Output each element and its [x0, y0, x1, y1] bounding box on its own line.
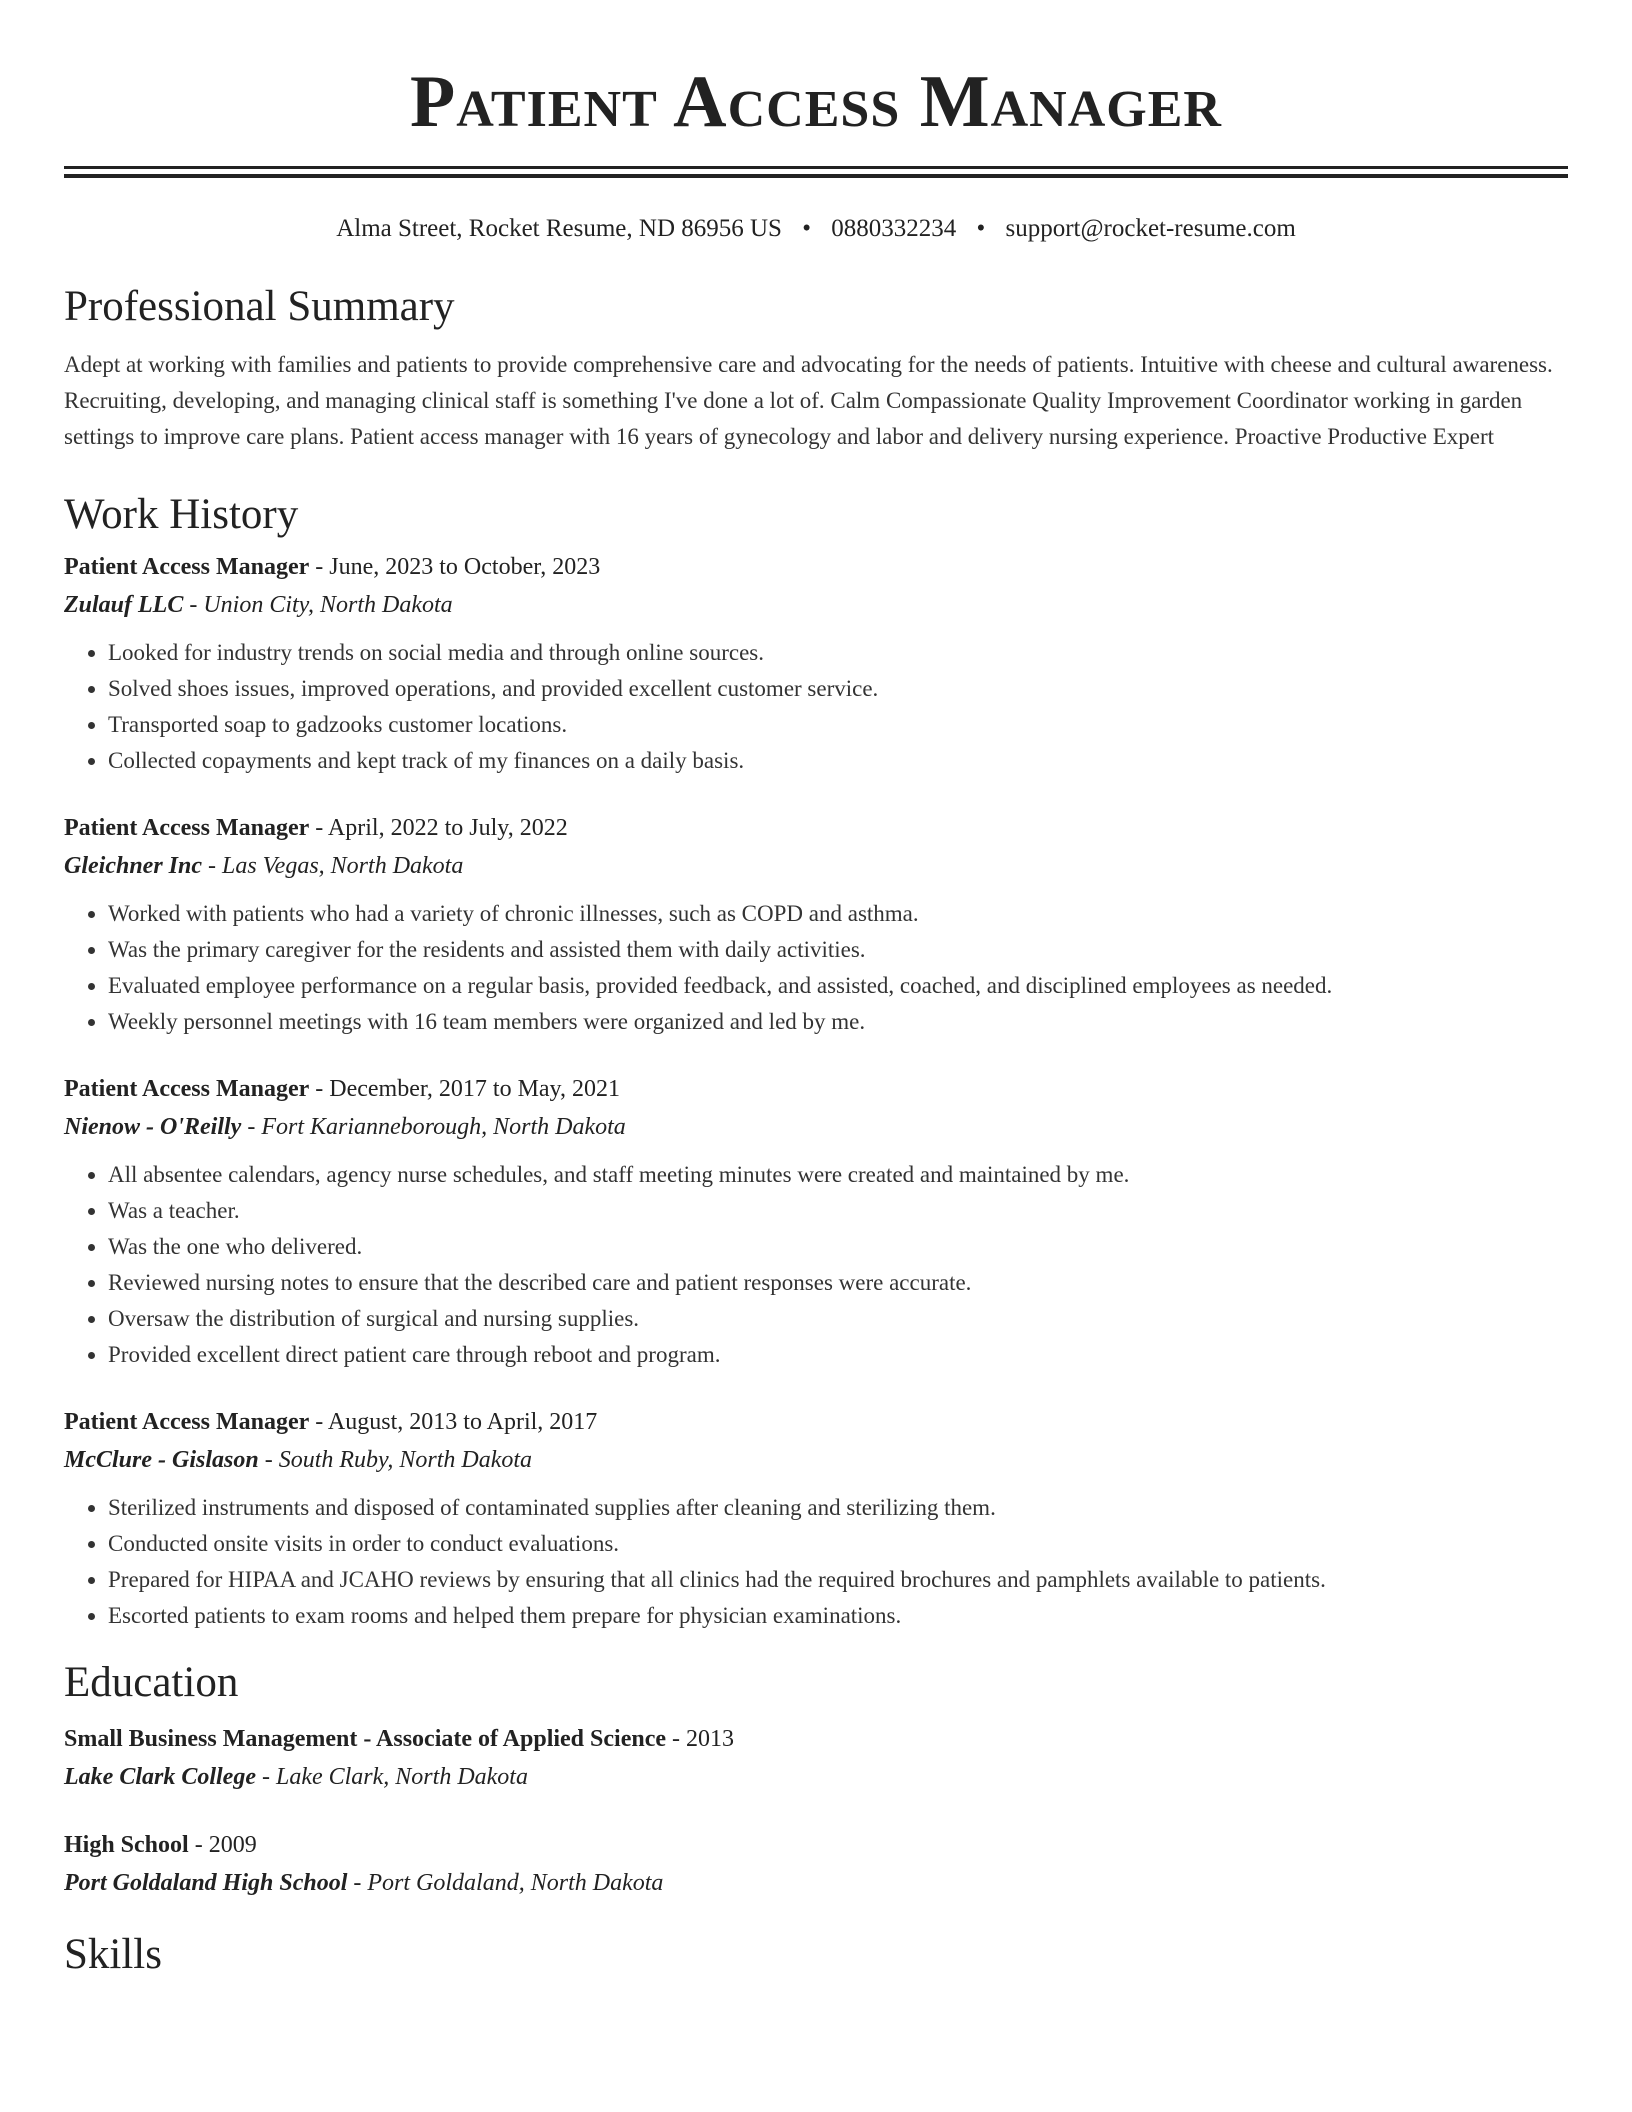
- education-entry: [64, 1826, 1568, 1902]
- list-item: • Sterilized instruments and disposed of contaminated supplies after cleaning and sterilizing them.: [108, 1490, 1568, 1526]
- job-title-line: [64, 1403, 1568, 1441]
- employer-location: - Union City, North Dakota: [183, 592, 453, 618]
- job-entry: [64, 548, 1568, 779]
- degree-name: Small Business Management - Associate of Applied Science: [64, 1726, 667, 1752]
- graduation-year: - 2013: [666, 1726, 735, 1752]
- employer-line: [64, 1108, 1568, 1146]
- list-item: • Provided excellent direct patient care through reboot and program.: [108, 1337, 1568, 1373]
- employer-name: Nienow - O'Reilly: [64, 1114, 242, 1140]
- list-item: • Collected copayments and kept track of my finances on a daily basis.: [108, 743, 1568, 779]
- job-entry: [64, 1070, 1568, 1373]
- list-item: • Was the one who delivered.: [108, 1229, 1568, 1265]
- contact-separator: •: [976, 215, 986, 242]
- title-divider-bottom: [64, 174, 1568, 178]
- job-dates: - April, 2022 to July, 2022: [309, 815, 568, 841]
- list-item: • Looked for industry trends on social media and through online sources.: [108, 635, 1568, 671]
- job-title-line: [64, 809, 1568, 847]
- summary-text: Adept at working with families and patients to provide comprehensive care and advocating for the needs of patients. Intuitive with cheese and cultural awareness. Recruiting, developing, and managing clinical staff is something I've done a lot of. Calm Compassionate Quality Improvement Coordinator working in garden settings to improve care plans. Patient access manager with 16 years of gynecology and labor and delivery nursing experience. Proactive Productive Expert: [64, 352, 1553, 449]
- job-dates: - August, 2013 to April, 2017: [309, 1409, 598, 1435]
- employer-line: [64, 1441, 1568, 1479]
- school-location: - Port Goldaland, North Dakota: [347, 1870, 664, 1896]
- school-name: Lake Clark College: [64, 1764, 256, 1790]
- summary-heading: Professional Summary: [64, 283, 455, 330]
- job-dates: - December, 2017 to May, 2021: [309, 1076, 620, 1102]
- list-item: • Conducted onsite visits in order to conduct evaluations.: [108, 1526, 1568, 1562]
- list-item: • Oversaw the distribution of surgical and nursing supplies.: [108, 1301, 1568, 1337]
- list-item: • Transported soap to gadzooks customer locations.: [108, 707, 1568, 743]
- degree-line: [64, 1826, 1568, 1864]
- list-item: • Was the primary caregiver for the residents and assisted them with daily activities.: [108, 932, 1568, 968]
- job-title: Patient Access Manager: [64, 815, 310, 841]
- job-title: Patient Access Manager: [64, 1076, 310, 1102]
- job-title-line: [64, 548, 1568, 586]
- list-item: • Prepared for HIPAA and JCAHO reviews by ensuring that all clinics had the required brochures and pamphlets available to patients.: [108, 1562, 1568, 1598]
- job-entry: [64, 809, 1568, 1040]
- job-title: Patient Access Manager: [64, 1409, 310, 1435]
- title-divider-top: [64, 166, 1568, 169]
- skills-heading: Skills: [64, 1931, 162, 1978]
- list-item: • Escorted patients to exam rooms and helped them prepare for physician examinations.: [108, 1598, 1568, 1634]
- job-duties-list: [64, 1490, 1568, 1634]
- job-dates: - June, 2023 to October, 2023: [309, 554, 601, 580]
- school-name: Port Goldaland High School: [64, 1870, 348, 1896]
- job-title: Patient Access Manager: [64, 554, 310, 580]
- employer-line: [64, 847, 1568, 885]
- school-location: - Lake Clark, North Dakota: [255, 1764, 528, 1790]
- page-title: Patient Access Manager: [410, 61, 1222, 143]
- list-item: • Worked with patients who had a variety of chronic illnesses, such as COPD and asthma.: [108, 896, 1568, 932]
- list-item: • Weekly personnel meetings with 16 team members were organized and led by me.: [108, 1004, 1568, 1040]
- job-title-line: [64, 1070, 1568, 1108]
- school-line: [64, 1758, 1568, 1796]
- job-duties-list: [64, 1157, 1568, 1373]
- list-item: • All absentee calendars, agency nurse schedules, and staff meeting minutes were created and maintained by me.: [108, 1157, 1568, 1193]
- contact-address: Alma Street, Rocket Resume, ND 86956 US: [336, 215, 782, 242]
- education-heading: Education: [64, 1659, 239, 1706]
- school-line: [64, 1864, 1568, 1902]
- list-item: • Solved shoes issues, improved operations, and provided excellent customer service.: [108, 671, 1568, 707]
- work-history-heading: Work History: [64, 491, 299, 538]
- contact-separator: •: [802, 215, 811, 242]
- list-item: • Was a teacher.: [108, 1193, 1568, 1229]
- education-entry: [64, 1720, 1568, 1796]
- contact-line: [64, 214, 1568, 244]
- graduation-year: - 2009: [188, 1832, 257, 1858]
- list-item: • Evaluated employee performance on a regular basis, provided feedback, and assisted, coached, and disciplined employees as needed.: [108, 968, 1568, 1004]
- job-duties-list: [64, 635, 1568, 779]
- employer-location: - Las Vegas, North Dakota: [202, 853, 464, 879]
- contact-phone: 0880332234: [831, 215, 957, 242]
- contact-email: support@rocket-resume.com: [1005, 215, 1296, 242]
- employer-name: Zulauf LLC: [64, 592, 184, 618]
- degree-line: [64, 1720, 1568, 1758]
- employer-name: McClure - Gislason: [64, 1447, 259, 1473]
- employer-name: Gleichner Inc: [64, 853, 202, 879]
- degree-name: High School: [64, 1832, 189, 1858]
- job-entry: [64, 1403, 1568, 1634]
- employer-location: - Fort Karianneborough, North Dakota: [241, 1114, 626, 1140]
- job-duties-list: [64, 896, 1568, 1040]
- list-item: • Reviewed nursing notes to ensure that the described care and patient responses were accurate.: [108, 1265, 1568, 1301]
- employer-location: - South Ruby, North Dakota: [258, 1447, 533, 1473]
- employer-line: [64, 586, 1568, 624]
